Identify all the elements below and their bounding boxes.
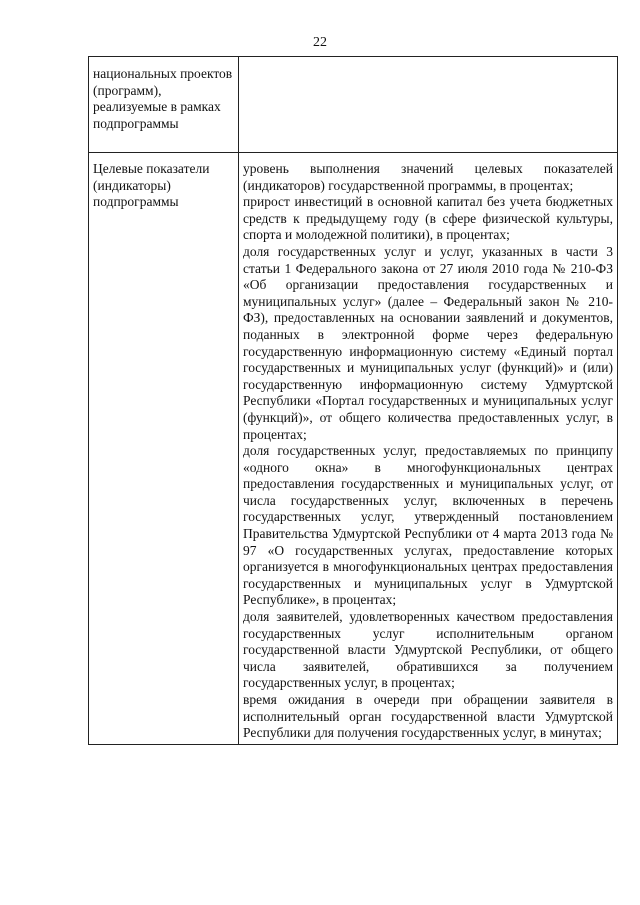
table-row bbox=[89, 57, 618, 153]
subprogram-passport-table bbox=[88, 56, 618, 745]
row-value bbox=[239, 57, 618, 153]
indicator-paragraph: доля государственных услуг, предоставляемых по принципу «одного окна» в многофункциональных центрах предоставления государственных и муниципальных услуг, от числа государственных услуг, включенных в перечень государственных услуг, утвержденный постановлением Правительства Удмуртской Республики от 4 марта 2013 года № 97 «О государственных услугах, предоставление которых организуется в многофункциональных центрах предоставления государственных и муниципальных услуг в Удмуртской Республике», в процентах; bbox=[243, 443, 613, 608]
row-label: Целевые показатели (индикаторы) подпрограммы bbox=[89, 153, 239, 745]
row-label: национальных проектов (программ), реализуемые в рамках подпрограммы bbox=[89, 57, 239, 153]
indicator-paragraph: доля государственных услуг и услуг, указанных в части 3 статьи 1 Федерального закона от 27 июля 2010 года № 210-ФЗ «Об организации предоставления государственных и муниципальных услуг» (далее – Федеральный закон № 210-ФЗ), предоставленных на основании заявлений и документов, поданных в электронной форме через федеральную государственную информационную систему «Единый портал государственных и муниципальных услуг (функций)» и (или) государственную информационную систему Удмуртской Республики «Портал государственных и муниципальных услуг (функций)», от общего количества предоставленных услуг, в процентах; bbox=[243, 243, 613, 442]
indicator-paragraph: прирост инвестиций в основной капитал без учета бюджетных средств к предыдущему году (в сфере физической культуры, спорта и молодежной политики), в процентах; bbox=[243, 194, 613, 243]
page-number: 22 bbox=[313, 35, 327, 50]
row-value bbox=[239, 153, 618, 745]
table-row bbox=[89, 153, 618, 745]
indicator-paragraph: доля заявителей, удовлетворенных качеством предоставления государственных услуг исполнительным органом государственной власти Удмуртской Республики, от общего числа заявителей, обратившихся за получением государственных услуг, в процентах; bbox=[243, 609, 613, 691]
indicator-paragraph: уровень выполнения значений целевых показателей (индикаторов) государственной программы, в процентах; bbox=[243, 161, 613, 193]
indicator-paragraph: время ожидания в очереди при обращении заявителя в исполнительный орган государственной власти Удмуртской Республики для получения государственных услуг, в минутах; bbox=[243, 692, 613, 741]
